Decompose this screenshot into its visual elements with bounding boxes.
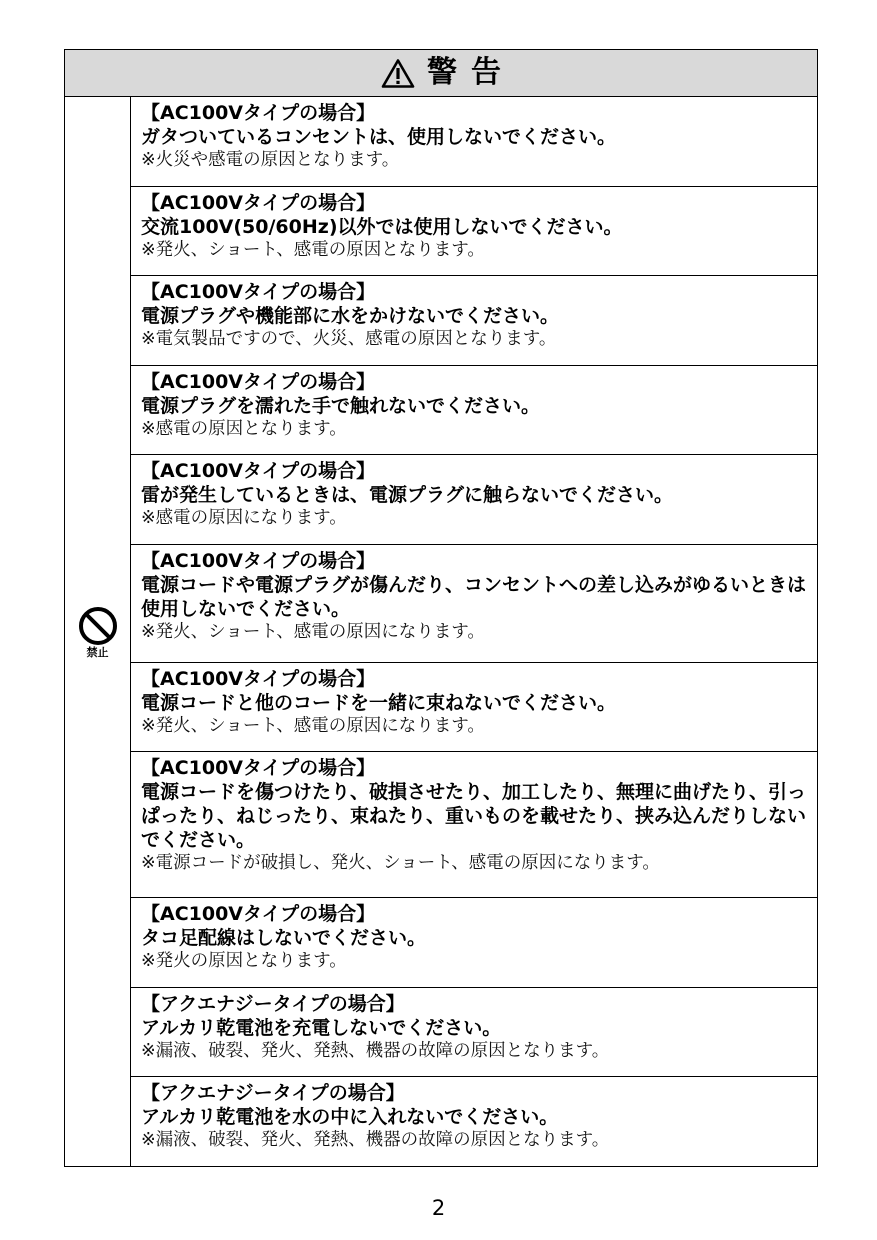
warning-body (65, 97, 817, 1166)
item-note: ※発火、ショート、感電の原因となります。 (141, 239, 485, 260)
item-instruction: 交流100V(50/60Hz)以外では使用しないでください。 (141, 215, 623, 238)
item-note: ※発火、ショート、感電の原因になります。 (141, 715, 485, 736)
prohibition-label: 禁止 (86, 645, 109, 659)
warning-item (131, 752, 817, 898)
warning-item (131, 187, 817, 277)
item-instruction: 電源コードを傷つけたり、破損させたり、加工したり、無理に曲げたり、引っぱったり、ねじったり、束ねたり、重いものを載せたり、挟み込んだりしないでください。 (141, 781, 807, 852)
item-type: 【AC100Vタイプの場合】 (141, 191, 376, 214)
item-note: ※漏液、破裂、発火、発熱、機器の故障の原因となります。 (141, 1040, 610, 1061)
warning-item (131, 988, 817, 1078)
item-type: 【AC100Vタイプの場合】 (141, 460, 376, 483)
warning-item (131, 545, 817, 663)
item-note: ※漏液、破裂、発火、発熱、機器の故障の原因となります。 (141, 1130, 610, 1151)
item-note: ※火災や感電の原因となります。 (141, 150, 400, 170)
item-instruction: アルカリ乾電池を水の中に入れないでください。 (141, 1106, 559, 1129)
warning-item (131, 898, 817, 988)
item-instruction: 電源プラグや機能部に水をかけないでください。 (141, 305, 560, 328)
item-note: ※電源コードが破損し、発火、ショート、感電の原因になります。 (141, 853, 660, 874)
item-instruction: アルカリ乾電池を充電しないでください。 (141, 1016, 502, 1039)
warning-item (131, 366, 817, 456)
item-type: 【AC100Vタイプの場合】 (141, 102, 376, 124)
item-type: 【アクエナジータイプの場合】 (141, 1082, 405, 1105)
item-type: 【AC100Vタイプの場合】 (141, 370, 376, 393)
warning-header (65, 50, 817, 97)
item-note: ※電気製品ですので、火災、感電の原因となります。 (141, 329, 557, 350)
warning-item (131, 455, 817, 545)
item-note: ※感電の原因になります。 (141, 508, 347, 529)
item-note: ※感電の原因となります。 (141, 418, 347, 439)
item-type: 【AC100Vタイプの場合】 (141, 281, 376, 304)
item-type: 【AC100Vタイプの場合】 (141, 903, 376, 926)
prohibited-icon (78, 606, 118, 646)
item-instruction: タコ足配線はしないでください。 (141, 927, 427, 950)
item-instruction: 雷が発生しているときは、電源プラグに触らないでください。 (141, 484, 674, 507)
page-number: 2 (431, 1196, 446, 1220)
item-type: 【アクエナジータイプの場合】 (141, 992, 405, 1015)
item-type: 【AC100Vタイプの場合】 (141, 757, 376, 780)
item-note: ※発火、ショート、感電の原因になります。 (141, 621, 485, 642)
warning-item (131, 97, 817, 187)
warning-triangle-icon (381, 58, 415, 89)
warning-item (131, 276, 817, 366)
warning-table (64, 49, 818, 1167)
item-instruction: 電源コードと他のコードを一緒に束ねないでください。 (141, 691, 617, 714)
warning-item (131, 663, 817, 753)
warning-items (131, 97, 817, 1166)
item-note: ※発火の原因となります。 (141, 951, 347, 972)
item-type: 【AC100Vタイプの場合】 (141, 549, 376, 572)
item-instruction: ガタついているコンセントは、使用しないでください。 (141, 126, 617, 148)
warning-title: 警告 (427, 55, 515, 90)
item-instruction: 電源プラグを濡れた手で触れないでください。 (141, 394, 541, 417)
item-type: 【AC100Vタイプの場合】 (141, 667, 376, 690)
warning-item (131, 1077, 817, 1166)
item-instruction: 電源コードや電源プラグが傷んだり、コンセントへの差し込みがゆるいときは使用しないでください。 (141, 573, 807, 620)
prohibition-symbol (65, 97, 131, 1166)
